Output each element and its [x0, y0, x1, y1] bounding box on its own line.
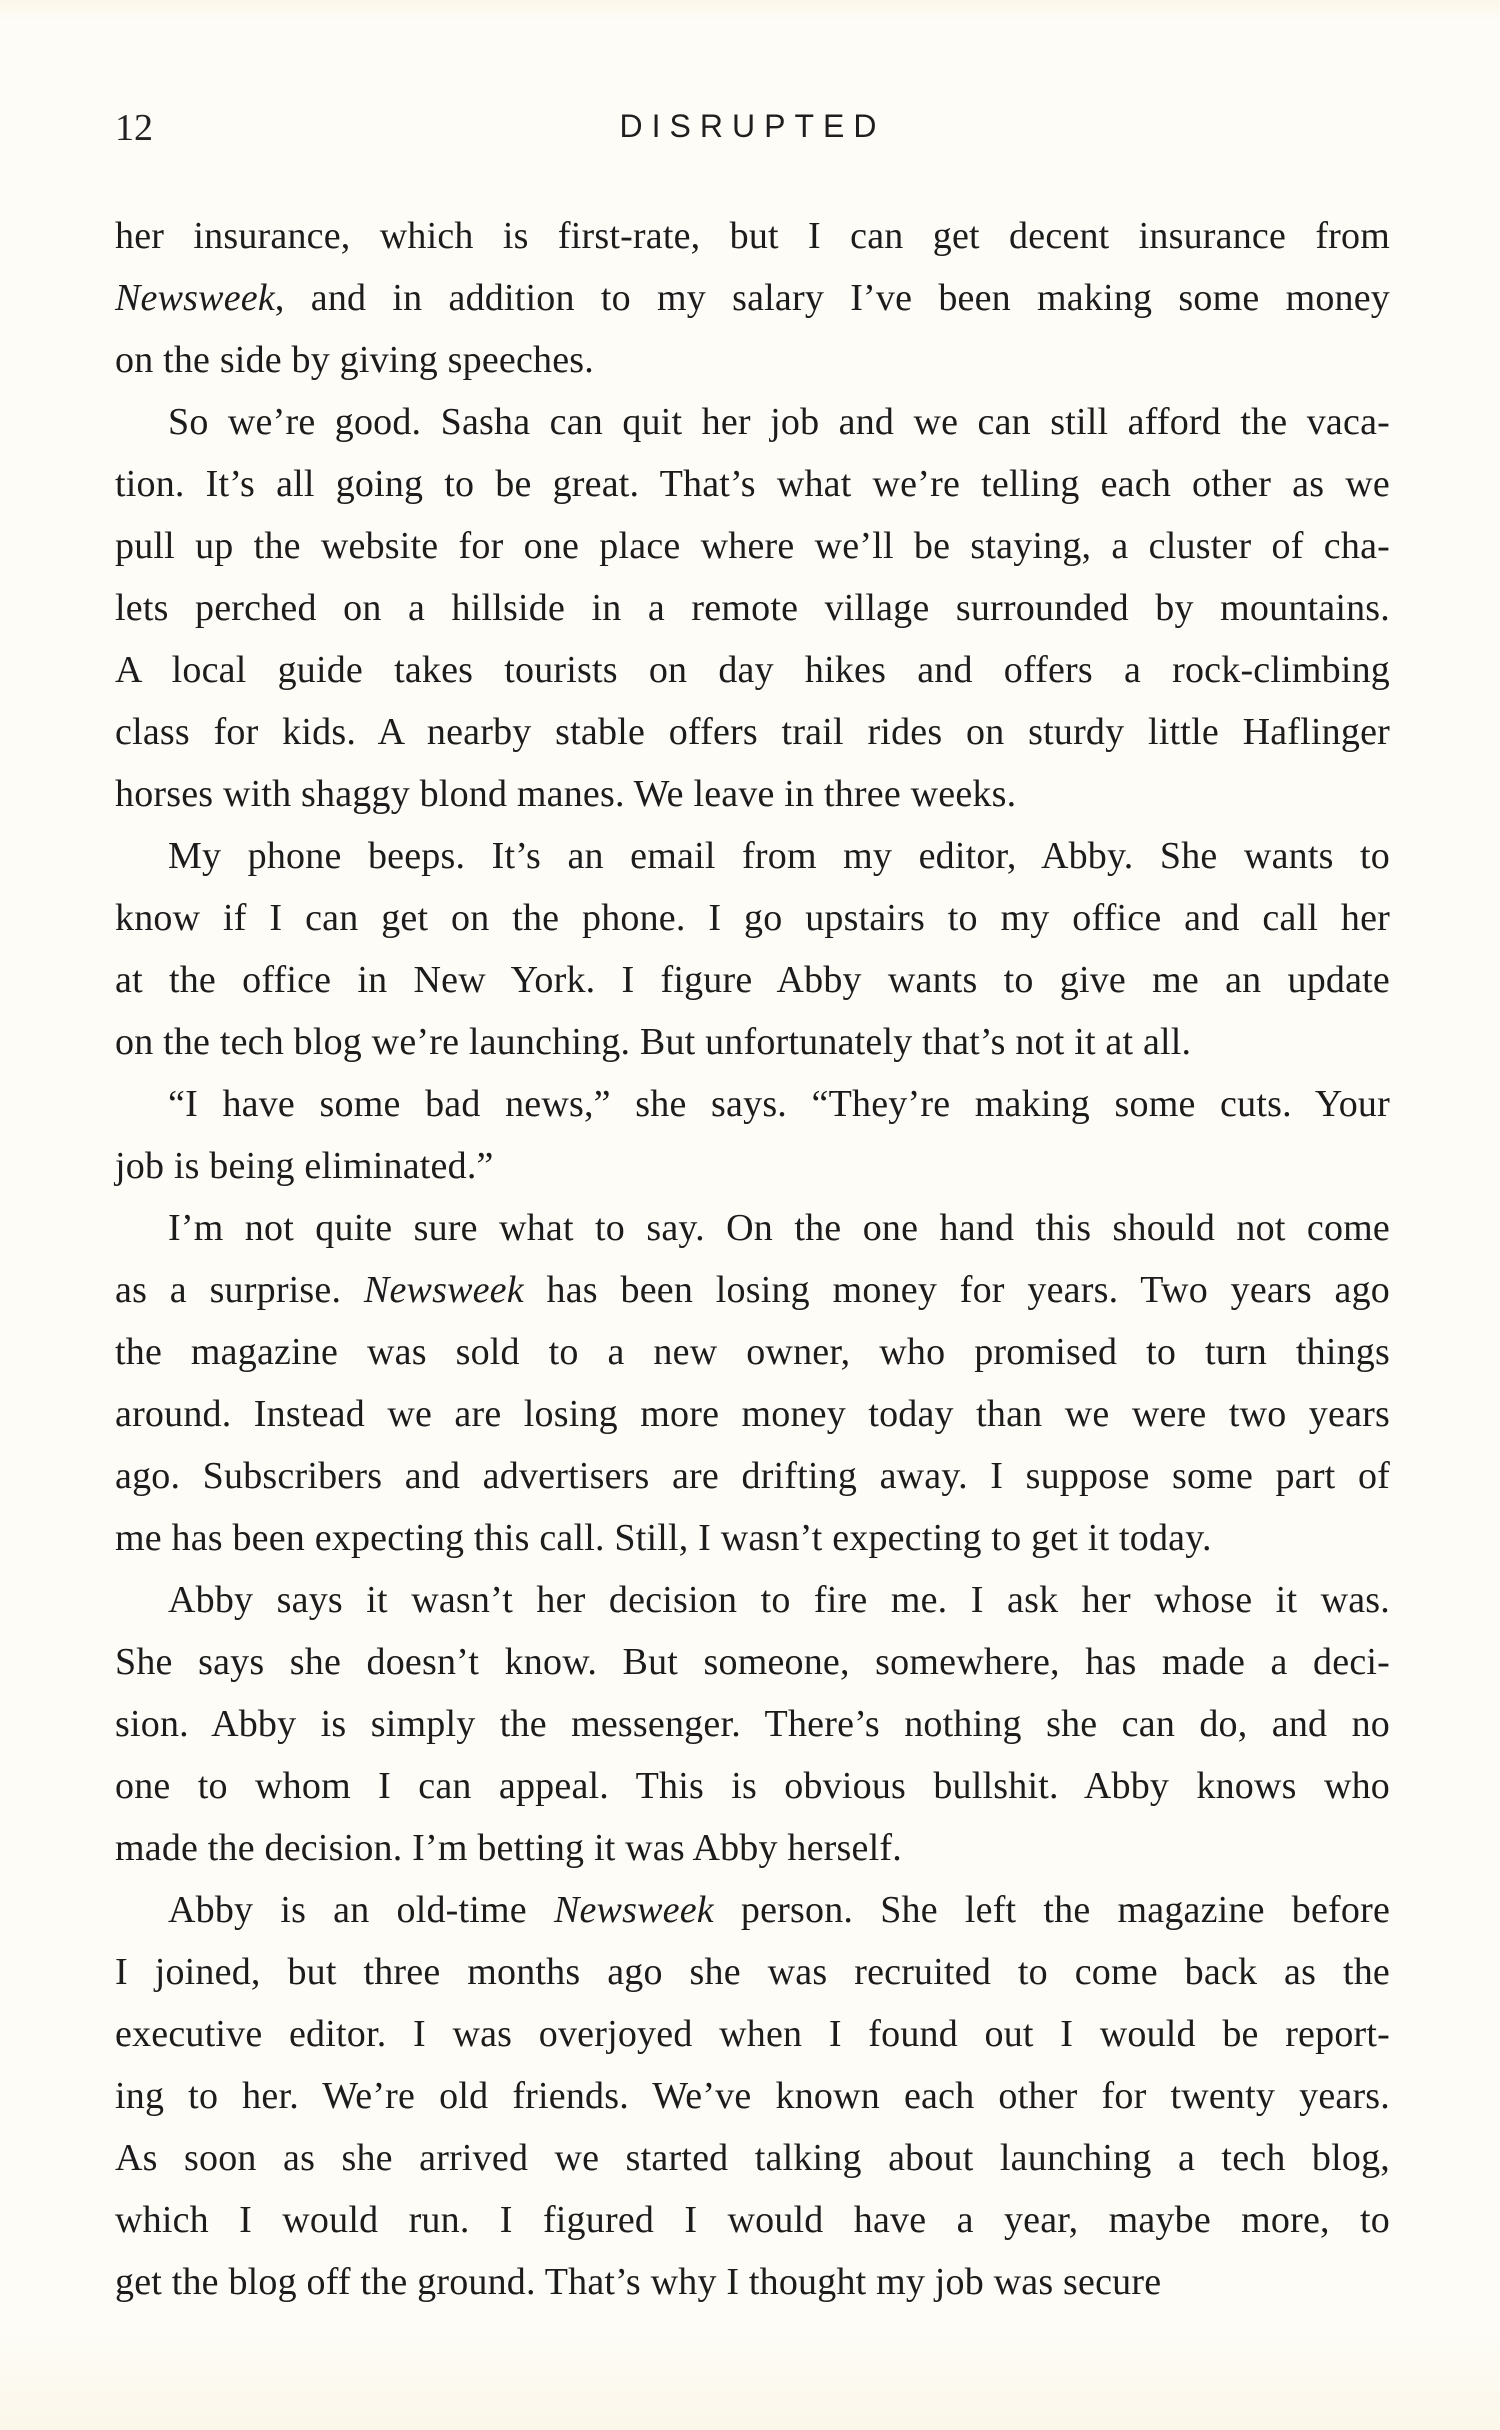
- text-run: tion. It’s all going to be great. That’s what we’re telling each other as we: [115, 463, 1390, 505]
- text-line: [115, 639, 1390, 701]
- text-line: [115, 515, 1390, 577]
- text-line: [115, 2127, 1390, 2189]
- text-run: lets perched on a hillside in a remote village surrounded by mountains.: [115, 587, 1390, 629]
- text-line: [115, 701, 1390, 763]
- text-line: [115, 329, 1390, 391]
- text-run: ing to her. We’re old friends. We’ve known each other for twenty years.: [115, 2075, 1390, 2117]
- text-run: job is being eliminated.”: [115, 1145, 494, 1187]
- text-run: I joined, but three months ago she was recruited to come back as the: [115, 1951, 1390, 1993]
- text-line: [115, 1445, 1390, 1507]
- text-line: [115, 1383, 1390, 1445]
- text-run: get the blog off the ground. That’s why I thought my job was secure: [115, 2261, 1162, 2303]
- running-head-title: DISRUPTED: [619, 108, 886, 144]
- text-run: A local guide takes tourists on day hikes and offers a rock-climbing: [115, 649, 1390, 691]
- text-run: I’m not quite sure what to say. On the one hand this should not come: [168, 1207, 1390, 1249]
- text-run: ago. Subscribers and advertisers are drifting away. I suppose some part of: [115, 1455, 1390, 1497]
- text-run: “I have some bad news,” she says. “They’re making some cuts. Your: [168, 1083, 1390, 1125]
- text-line: [115, 1321, 1390, 1383]
- text-run: at the office in New York. I figure Abby wants to give me an update: [115, 959, 1390, 1001]
- italic-text-run: Newsweek: [115, 277, 275, 319]
- text-run: as a surprise.: [115, 1269, 364, 1311]
- text-line: [115, 1197, 1390, 1259]
- text-run: one to whom I can appeal. This is obvious bullshit. Abby knows who: [115, 1765, 1390, 1807]
- text-run: My phone beeps. It’s an email from my editor, Abby. She wants to: [168, 835, 1390, 877]
- text-line: [115, 1755, 1390, 1817]
- text-run: pull up the website for one place where we’ll be staying, a cluster of cha-: [115, 525, 1390, 567]
- text-run: So we’re good. Sasha can quit her job and we can still afford the vaca-: [168, 401, 1390, 443]
- text-line: [115, 267, 1390, 329]
- text-line: [115, 887, 1390, 949]
- text-line: [115, 949, 1390, 1011]
- text-line: [115, 1073, 1390, 1135]
- text-run: , and in addition to my salary I’ve been making some money: [274, 277, 1390, 319]
- text-run: sion. Abby is simply the messenger. There’s nothing she can do, and no: [115, 1703, 1390, 1745]
- text-line: [115, 1693, 1390, 1755]
- text-line: [115, 2003, 1390, 2065]
- text-run: horses with shaggy blond manes. We leave in three weeks.: [115, 773, 1017, 815]
- text-run: on the side by giving speeches.: [115, 339, 594, 381]
- text-line: [115, 391, 1390, 453]
- text-line: [115, 1941, 1390, 2003]
- text-line: [115, 1507, 1390, 1569]
- text-line: [115, 1135, 1390, 1197]
- text-run: As soon as she arrived we started talking about launching a tech blog,: [115, 2137, 1390, 2179]
- text-run: Abby says it wasn’t her decision to fire me. I ask her whose it was.: [168, 1579, 1390, 1621]
- italic-text-run: Newsweek: [553, 1889, 714, 1931]
- text-run: class for kids. A nearby stable offers trail rides on sturdy little Haflinger: [115, 711, 1390, 753]
- text-run: her insurance, which is first-rate, but I can get decent insurance from: [115, 215, 1390, 257]
- text-line: [115, 1011, 1390, 1073]
- text-line: [115, 1817, 1390, 1879]
- text-line: [115, 1569, 1390, 1631]
- text-line: [115, 2065, 1390, 2127]
- text-run: made the decision. I’m betting it was Abby herself.: [115, 1827, 902, 1869]
- text-line: [115, 2251, 1390, 2313]
- page-number: 12: [115, 107, 153, 149]
- running-head: [115, 100, 1390, 152]
- text-line: [115, 577, 1390, 639]
- text-run: has been losing money for years. Two years ago: [523, 1269, 1390, 1311]
- body-text: [115, 205, 1390, 2313]
- text-line: [115, 205, 1390, 267]
- text-run: person. She left the magazine before: [713, 1889, 1391, 1931]
- text-line: [115, 825, 1390, 887]
- text-line: [115, 763, 1390, 825]
- text-run: which I would run. I figured I would have a year, maybe more, to: [115, 2199, 1390, 2241]
- text-run: executive editor. I was overjoyed when I found out I would be report-: [115, 2013, 1390, 2055]
- text-run: on the tech blog we’re launching. But unfortunately that’s not it at all.: [115, 1021, 1192, 1063]
- text-run: She says she doesn’t know. But someone, somewhere, has made a deci-: [115, 1641, 1390, 1683]
- text-line: [115, 453, 1390, 515]
- text-run: Abby is an old-time: [168, 1889, 554, 1931]
- italic-text-run: Newsweek: [363, 1269, 524, 1311]
- text-run: the magazine was sold to a new owner, who promised to turn things: [115, 1331, 1390, 1373]
- text-run: know if I can get on the phone. I go upstairs to my office and call her: [115, 897, 1390, 939]
- text-line: [115, 1879, 1390, 1941]
- text-run: around. Instead we are losing more money today than we were two years: [115, 1393, 1390, 1435]
- text-run: me has been expecting this call. Still, I wasn’t expecting to get it today.: [115, 1517, 1212, 1559]
- text-line: [115, 2189, 1390, 2251]
- text-line: [115, 1259, 1390, 1321]
- text-line: [115, 1631, 1390, 1693]
